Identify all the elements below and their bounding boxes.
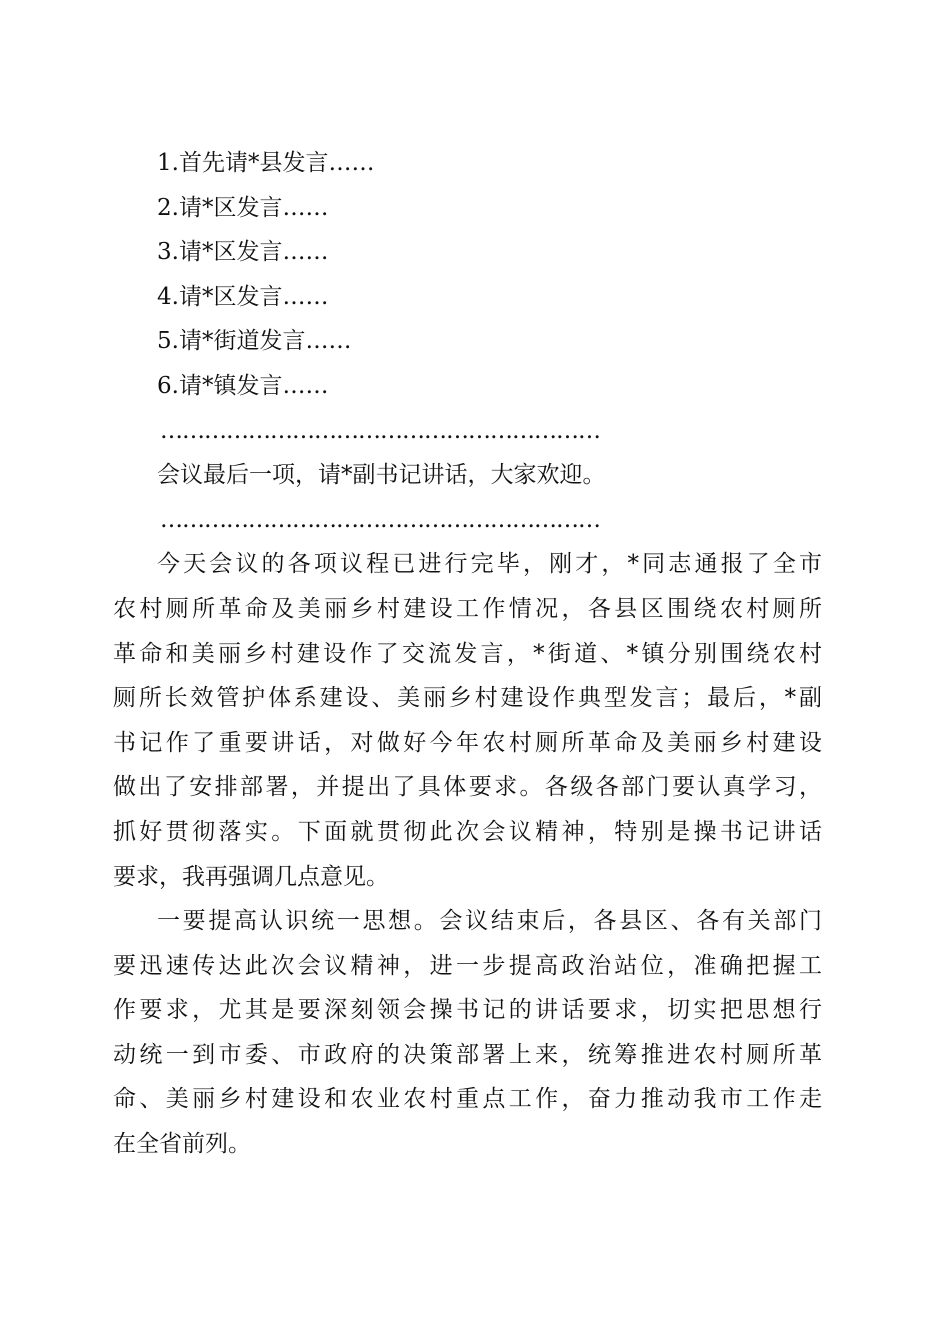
paragraph-line: 厕所长效管护体系建设、美丽乡村建设作典型发言；最后，*副 <box>113 685 822 712</box>
ellipsis-separator: …………………………………………………… <box>160 506 600 533</box>
list-item: 5.请*街道发言…… <box>157 328 352 355</box>
paragraph-line: 作要求，尤其是要深刻领会操书记的讲话要求，切实把思想行 <box>113 997 822 1024</box>
paragraph-line: 抓好贯彻落实。下面就贯彻此次会议精神，特别是操书记讲话 <box>113 818 822 845</box>
paragraph-point-one <box>0 899 950 1167</box>
paragraph-line: 要迅速传达此次会议精神，进一步提高政治站位，准确把握工 <box>113 952 822 979</box>
paragraph-line: 一要提高认识统一思想。会议结束后，各县区、各有关部门 <box>157 908 822 935</box>
list-item: 1.首先请*县发言…… <box>157 150 375 176</box>
paragraph-line: 农村厕所革命及美丽乡村建设工作情况，各县区围绕农村厕所 <box>113 595 822 622</box>
list-item: 2.请*区发言…… <box>157 194 329 221</box>
closing-item: 会议最后一项，请*副书记讲话，大家欢迎。 <box>157 462 606 489</box>
paragraph-summary <box>0 542 950 899</box>
document-page <box>0 141 950 1167</box>
list-item: 4.请*区发言…… <box>157 283 329 310</box>
paragraph-line: 书记作了重要讲话，对做好今年农村厕所革命及美丽乡村建设 <box>113 729 822 756</box>
paragraph-line: 要求，我再强调几点意见。 <box>113 863 389 890</box>
paragraph-line: 命、美丽乡村建设和农业农村重点工作，奋力推动我市工作走 <box>113 1086 822 1113</box>
ellipsis-separator: …………………………………………………… <box>160 417 600 444</box>
paragraph-line: 做出了安排部署，并提出了具体要求。各级各部门要认真学习， <box>113 774 822 801</box>
paragraph-line: 革命和美丽乡村建设作了交流发言，*街道、*镇分别围绕农村 <box>113 640 822 667</box>
paragraph-line: 动统一到市委、市政府的决策部署上来，统筹推进农村厕所革 <box>113 1041 822 1068</box>
paragraph-line: 在全省前列。 <box>113 1131 251 1158</box>
list-item: 3.请*区发言…… <box>157 239 329 266</box>
list-item: 6.请*镇发言…… <box>157 372 329 399</box>
paragraph-line: 今天会议的各项议程已进行完毕，刚才，*同志通报了全市 <box>157 551 822 578</box>
